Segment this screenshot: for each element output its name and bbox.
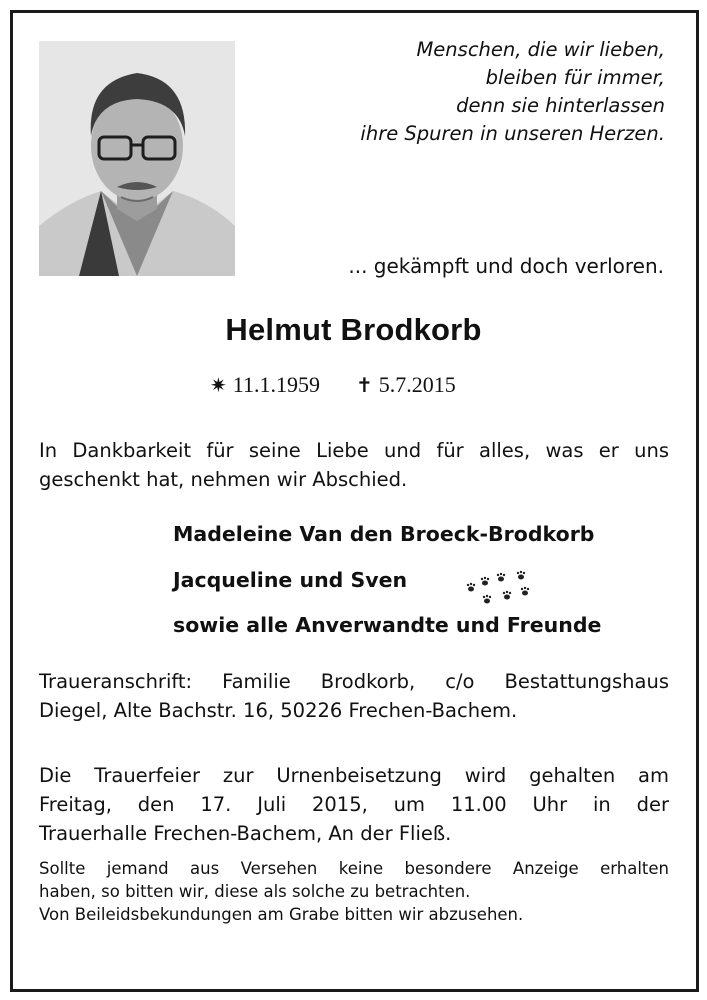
address-paragraph	[39, 667, 669, 725]
portrait-photo	[39, 41, 235, 276]
notice-line: Von Beileidsbekundungen am Grabe bitten wir abzusehen.	[39, 905, 524, 924]
notice-line: haben, so bitten wir, diese als solche zu betrachten.	[39, 882, 471, 901]
poem-line: bleiben für immer,	[485, 66, 665, 89]
mourner-name: sowie alle Anverwandte und Freunde	[173, 613, 602, 637]
death-cross-icon: ✝	[355, 374, 373, 397]
poem-quote	[285, 36, 665, 148]
notice-line: Sollte jemand aus Versehen keine besondere Anzeige erhalten	[39, 859, 669, 878]
birth-date: 11.1.1959	[232, 372, 320, 397]
ceremony-line: Trauerhalle Frechen-Bachem, An der Fließ.	[39, 822, 452, 845]
address-line: Traueranschrift: Familie Brodkorb, c/o Bestattungshaus	[39, 670, 669, 693]
poem-line: ihre Spuren in unseren Herzen.	[360, 122, 665, 145]
death-date: 5.7.2015	[378, 372, 456, 397]
paw-prints-icon	[465, 568, 545, 608]
notice-paragraph	[39, 857, 669, 926]
ceremony-paragraph	[39, 761, 669, 848]
ceremony-line: Die Trauerfeier zur Urnenbeisetzung wird gehalten am	[39, 764, 669, 787]
poem-line: denn sie hinterlassen	[456, 94, 665, 117]
mourner-name: Madeleine Van den Broeck-Brodkorb	[173, 522, 595, 546]
gratitude-paragraph	[39, 436, 669, 494]
deceased-name: Helmut Brodkorb	[225, 312, 482, 347]
life-dates	[210, 372, 456, 398]
gratitude-line: In Dankbarkeit für seine Liebe und für alles, was er uns	[39, 439, 669, 462]
address-line: Diegel, Alte Bachstr. 16, 50226 Frechen-Bachem.	[39, 699, 518, 722]
gratitude-line: geschenkt hat, nehmen wir Abschied.	[39, 468, 408, 491]
birth-star-icon: ✷	[210, 374, 227, 397]
poem-line: Menschen, die wir lieben,	[416, 38, 665, 61]
mourner-name: Jacqueline und Sven	[173, 568, 408, 592]
ceremony-line: Freitag, den 17. Juli 2015, um 11.00 Uhr in der	[39, 793, 669, 816]
motto-text: ... gekämpft und doch verloren.	[348, 254, 664, 278]
